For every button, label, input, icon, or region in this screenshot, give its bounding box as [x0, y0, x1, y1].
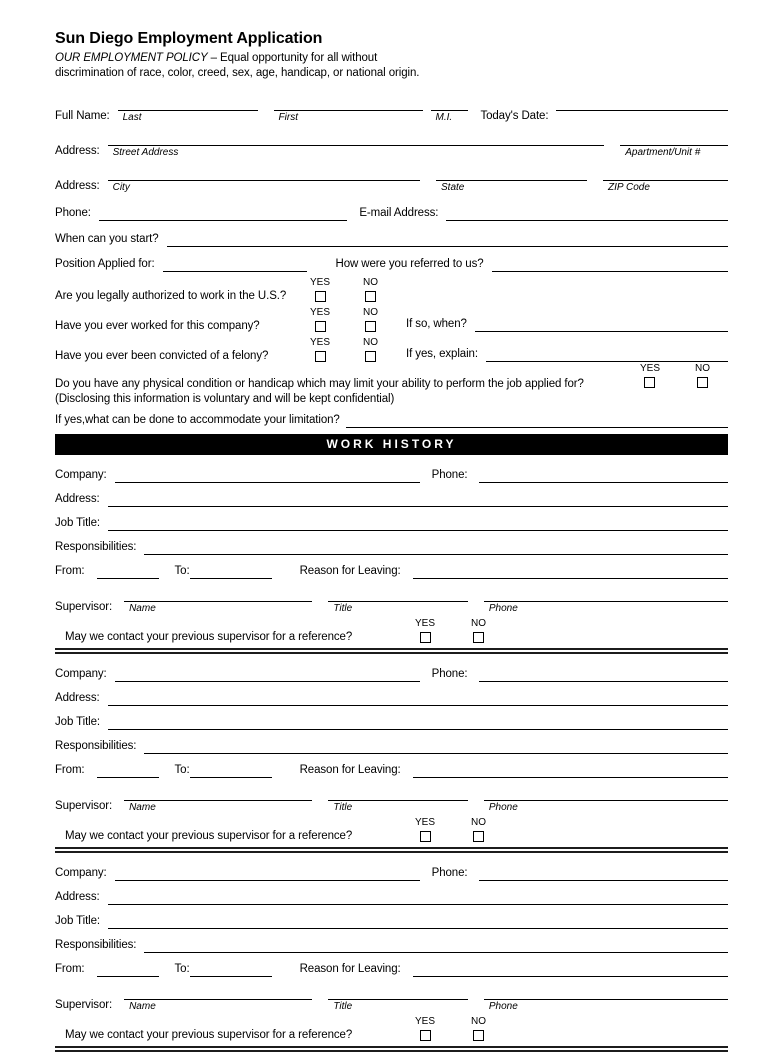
contact-supervisor-row: [55, 818, 728, 842]
handicap-no: [695, 364, 710, 388]
first-sublabel: First: [278, 112, 298, 124]
policy-line2: discrimination of race, color, creed, sex, age, handicap, or national origin.: [55, 67, 420, 80]
apartment-sublabel: Apartment/Unit #: [625, 147, 701, 159]
zip-field: [603, 167, 728, 194]
authorized-no-checkbox[interactable]: [365, 291, 376, 302]
company-input[interactable]: [115, 667, 420, 682]
city-field: [108, 167, 420, 194]
yes-label: YES: [310, 337, 331, 349]
yes-label: YES: [415, 618, 436, 630]
felony-yes-checkbox[interactable]: [315, 351, 326, 362]
responsibilities-label: Responsibilities:: [55, 740, 137, 753]
company-phone-input[interactable]: [479, 667, 728, 682]
supervisor-phone-input[interactable]: [484, 787, 728, 801]
contact-supervisor-row: [55, 1017, 728, 1041]
yes-label: YES: [310, 307, 331, 319]
supervisor-phone-input[interactable]: [484, 986, 728, 1000]
work-history-block: [55, 853, 728, 1052]
yes-label: YES: [415, 817, 436, 829]
handicap-yes-checkbox[interactable]: [644, 377, 655, 388]
street-sublabel: Street Address: [112, 147, 179, 159]
phone-sublabel: Phone: [488, 1001, 518, 1013]
if-so-when-input[interactable]: [475, 317, 728, 332]
company-phone-label: Phone:: [431, 469, 468, 482]
job-title-label: Job Title:: [55, 716, 101, 729]
worked-yes-checkbox[interactable]: [315, 321, 326, 332]
name-sublabel: Name: [129, 1001, 156, 1013]
todays-date-label: Today's Date:: [480, 110, 549, 123]
company-address-label: Address:: [55, 493, 100, 506]
company-address-label: Address:: [55, 692, 100, 705]
company-row: [55, 866, 728, 881]
to-label: To:: [174, 963, 190, 976]
contact-no: [471, 818, 486, 842]
responsibilities-label: Responsibilities:: [55, 541, 137, 554]
work-history-blocks: [55, 455, 728, 1052]
company-phone-input[interactable]: [479, 866, 728, 881]
supervisor-name-input[interactable]: [124, 986, 312, 1000]
referred-input[interactable]: [492, 257, 728, 272]
no-label: NO: [471, 817, 487, 829]
supervisor-phone-input[interactable]: [484, 588, 728, 602]
yes-label: YES: [310, 277, 331, 289]
middle-initial-input[interactable]: [431, 97, 469, 111]
reason-label: Reason for Leaving:: [299, 565, 401, 578]
mi-sublabel: M.I.: [435, 112, 453, 124]
handicap-note: (Disclosing this information is voluntary and will be kept confidential): [55, 393, 395, 406]
to-label: To:: [174, 565, 190, 578]
title-sublabel: Title: [333, 603, 353, 615]
to-input[interactable]: [190, 962, 272, 977]
yes-label: YES: [415, 1016, 436, 1028]
company-input[interactable]: [115, 468, 420, 483]
contact-yes: [415, 619, 435, 643]
contact-supervisor-question: May we contact your previous supervisor for a reference?: [65, 1029, 353, 1042]
worked-no: [363, 308, 378, 332]
worked-no-checkbox[interactable]: [365, 321, 376, 332]
contact-no: [471, 619, 486, 643]
supervisor-name-input[interactable]: [124, 588, 312, 602]
responsibilities-row: [55, 938, 728, 953]
company-phone-label: Phone:: [431, 867, 468, 880]
supervisor-label: Supervisor:: [55, 999, 113, 1012]
dates-row: [55, 962, 728, 977]
city-state-zip-row: [55, 167, 728, 194]
phone-label: Phone:: [55, 207, 91, 220]
street-address-row: [55, 132, 728, 159]
handicap-yes: [640, 364, 660, 388]
company-label: Company:: [55, 867, 107, 880]
contact-supervisor-question: May we contact your previous supervisor for a reference?: [65, 631, 353, 644]
supervisor-name-field: [124, 588, 312, 615]
company-phone-label: Phone:: [431, 668, 468, 681]
no-label: NO: [363, 337, 379, 349]
felony-question-row: [55, 338, 728, 362]
worked-question: Have you ever worked for this company?: [55, 320, 260, 333]
job-title-row: [55, 914, 728, 929]
last-name-field: [118, 97, 258, 124]
no-label: NO: [695, 363, 710, 375]
contact-no: [471, 1017, 486, 1041]
state-input[interactable]: [436, 167, 587, 181]
policy-lead: OUR EMPLOYMENT POLICY: [55, 52, 208, 64]
phone-email-row: [55, 206, 728, 221]
company-address-label: Address:: [55, 891, 100, 904]
from-input[interactable]: [97, 962, 159, 977]
referred-label: How were you referred to us?: [335, 258, 484, 271]
contact-no-checkbox[interactable]: [473, 632, 484, 643]
company-phone-input[interactable]: [479, 468, 728, 483]
responsibilities-input[interactable]: [144, 739, 728, 754]
no-label: NO: [363, 277, 379, 289]
email-label: E-mail Address:: [359, 207, 439, 220]
address1-label: Address:: [55, 145, 100, 158]
policy-tail: – Equal opportunity for all without: [207, 52, 378, 64]
authorized-no: [363, 278, 378, 302]
from-label: From:: [55, 963, 85, 976]
supervisor-phone-field: [484, 986, 728, 1013]
supervisor-title-field: [328, 986, 468, 1013]
felony-yes: [310, 338, 330, 362]
street-address-input[interactable]: [108, 132, 605, 146]
if-so-when-label: If so, when?: [406, 318, 467, 331]
worked-question-row: [55, 308, 728, 332]
position-label: Position Applied for:: [55, 258, 155, 271]
contact-no-checkbox[interactable]: [473, 831, 484, 842]
supervisor-row: [55, 787, 728, 814]
apartment-input[interactable]: [620, 132, 728, 146]
supervisor-phone-field: [484, 588, 728, 615]
company-address-input[interactable]: [108, 492, 728, 507]
to-input[interactable]: [190, 763, 272, 778]
block-separator: [55, 1046, 728, 1052]
from-label: From:: [55, 565, 85, 578]
city-input[interactable]: [108, 167, 420, 181]
supervisor-phone-field: [484, 787, 728, 814]
supervisor-row: [55, 588, 728, 615]
company-address-row: [55, 691, 728, 706]
authorized-yes-checkbox[interactable]: [315, 291, 326, 302]
first-name-input[interactable]: [274, 97, 423, 111]
position-input[interactable]: [163, 257, 308, 272]
zip-input[interactable]: [603, 167, 728, 181]
to-label: To:: [174, 764, 190, 777]
todays-date-input[interactable]: [556, 97, 728, 111]
reason-input[interactable]: [413, 564, 728, 579]
company-label: Company:: [55, 469, 107, 482]
handicap-no-checkbox[interactable]: [697, 377, 708, 388]
responsibilities-row: [55, 540, 728, 555]
start-date-row: [55, 232, 728, 247]
supervisor-title-field: [328, 787, 468, 814]
supervisor-label: Supervisor:: [55, 601, 113, 614]
title-sublabel: Title: [333, 802, 353, 814]
job-title-label: Job Title:: [55, 517, 101, 530]
job-title-row: [55, 715, 728, 730]
responsibilities-input[interactable]: [144, 938, 728, 953]
if-yes-explain-input[interactable]: [486, 347, 728, 362]
reason-input[interactable]: [413, 763, 728, 778]
contact-yes-checkbox[interactable]: [420, 632, 431, 643]
company-row: [55, 468, 728, 483]
apartment-field: [620, 132, 728, 159]
company-label: Company:: [55, 668, 107, 681]
company-address-row: [55, 492, 728, 507]
company-row: [55, 667, 728, 682]
authorized-question-row: [55, 278, 728, 302]
responsibilities-input[interactable]: [144, 540, 728, 555]
handicap-question-block: [55, 363, 728, 407]
address2-label: Address:: [55, 180, 100, 193]
supervisor-title-field: [328, 588, 468, 615]
street-address-field: [108, 132, 605, 159]
accommodate-label: If yes,what can be done to accommodate your limitation?: [55, 414, 340, 427]
reason-label: Reason for Leaving:: [299, 764, 401, 777]
start-date-input[interactable]: [167, 232, 728, 247]
company-address-row: [55, 890, 728, 905]
handicap-question: Do you have any physical condition or handicap which may limit your ability to perform the job applied for?: [55, 378, 584, 391]
last-sublabel: Last: [122, 112, 142, 124]
company-address-input[interactable]: [108, 691, 728, 706]
accommodate-row: [55, 413, 728, 428]
supervisor-title-input[interactable]: [328, 787, 468, 801]
contact-no-checkbox[interactable]: [473, 1030, 484, 1041]
contact-yes: [415, 818, 435, 842]
work-history-section-header: WORK HISTORY: [55, 434, 728, 455]
job-title-input[interactable]: [108, 914, 728, 929]
felony-question: Have you ever been convicted of a felony?: [55, 350, 269, 363]
title-sublabel: Title: [333, 1001, 353, 1013]
start-date-label: When can you start?: [55, 233, 159, 246]
reason-input[interactable]: [413, 962, 728, 977]
authorized-yes: [310, 278, 330, 302]
todays-date-field: [556, 97, 728, 124]
responsibilities-row: [55, 739, 728, 754]
supervisor-name-input[interactable]: [124, 787, 312, 801]
phone-sublabel: Phone: [488, 802, 518, 814]
state-field: [436, 167, 587, 194]
contact-yes-checkbox[interactable]: [420, 831, 431, 842]
policy-statement: [55, 51, 728, 81]
yes-label: YES: [639, 363, 660, 375]
reason-label: Reason for Leaving:: [299, 963, 401, 976]
contact-supervisor-row: [55, 619, 728, 643]
first-name-field: [274, 97, 423, 124]
full-name-label: Full Name:: [55, 110, 110, 123]
accommodate-input[interactable]: [346, 413, 728, 428]
company-address-input[interactable]: [108, 890, 728, 905]
supervisor-title-input[interactable]: [328, 986, 468, 1000]
if-yes-explain-label: If yes, explain:: [406, 348, 478, 361]
felony-no-checkbox[interactable]: [365, 351, 376, 362]
company-input[interactable]: [115, 866, 420, 881]
supervisor-row: [55, 986, 728, 1013]
contact-yes: [415, 1017, 435, 1041]
supervisor-name-field: [124, 986, 312, 1013]
no-label: NO: [471, 618, 487, 630]
job-title-row: [55, 516, 728, 531]
supervisor-title-input[interactable]: [328, 588, 468, 602]
name-sublabel: Name: [129, 802, 156, 814]
job-title-label: Job Title:: [55, 915, 101, 928]
felony-no: [363, 338, 378, 362]
policy-line1: [55, 51, 728, 66]
middle-initial-field: [431, 97, 469, 124]
to-input[interactable]: [190, 564, 272, 579]
name-sublabel: Name: [129, 603, 156, 615]
work-history-block: [55, 455, 728, 654]
worked-yes: [310, 308, 330, 332]
job-title-input[interactable]: [108, 715, 728, 730]
dates-row: [55, 564, 728, 579]
supervisor-label: Supervisor:: [55, 800, 113, 813]
position-row: [55, 257, 728, 272]
zip-sublabel: ZIP Code: [608, 182, 650, 194]
from-input[interactable]: [97, 564, 159, 579]
responsibilities-label: Responsibilities:: [55, 939, 137, 952]
no-label: NO: [471, 1016, 487, 1028]
contact-yes-checkbox[interactable]: [420, 1030, 431, 1041]
phone-input[interactable]: [99, 206, 347, 221]
contact-supervisor-question: May we contact your previous supervisor for a reference?: [65, 830, 353, 843]
page-title: Sun Diego Employment Application: [55, 30, 323, 47]
from-input[interactable]: [97, 763, 159, 778]
authorized-question: Are you legally authorized to work in the U.S.?: [55, 290, 287, 303]
from-label: From:: [55, 764, 85, 777]
no-label: NO: [363, 307, 379, 319]
email-input[interactable]: [446, 206, 728, 221]
state-sublabel: State: [441, 182, 465, 194]
dates-row: [55, 763, 728, 778]
supervisor-name-field: [124, 787, 312, 814]
last-name-input[interactable]: [118, 97, 258, 111]
work-history-block: [55, 654, 728, 853]
phone-sublabel: Phone: [488, 603, 518, 615]
city-sublabel: City: [112, 182, 130, 194]
full-name-row: [55, 97, 728, 124]
job-title-input[interactable]: [108, 516, 728, 531]
